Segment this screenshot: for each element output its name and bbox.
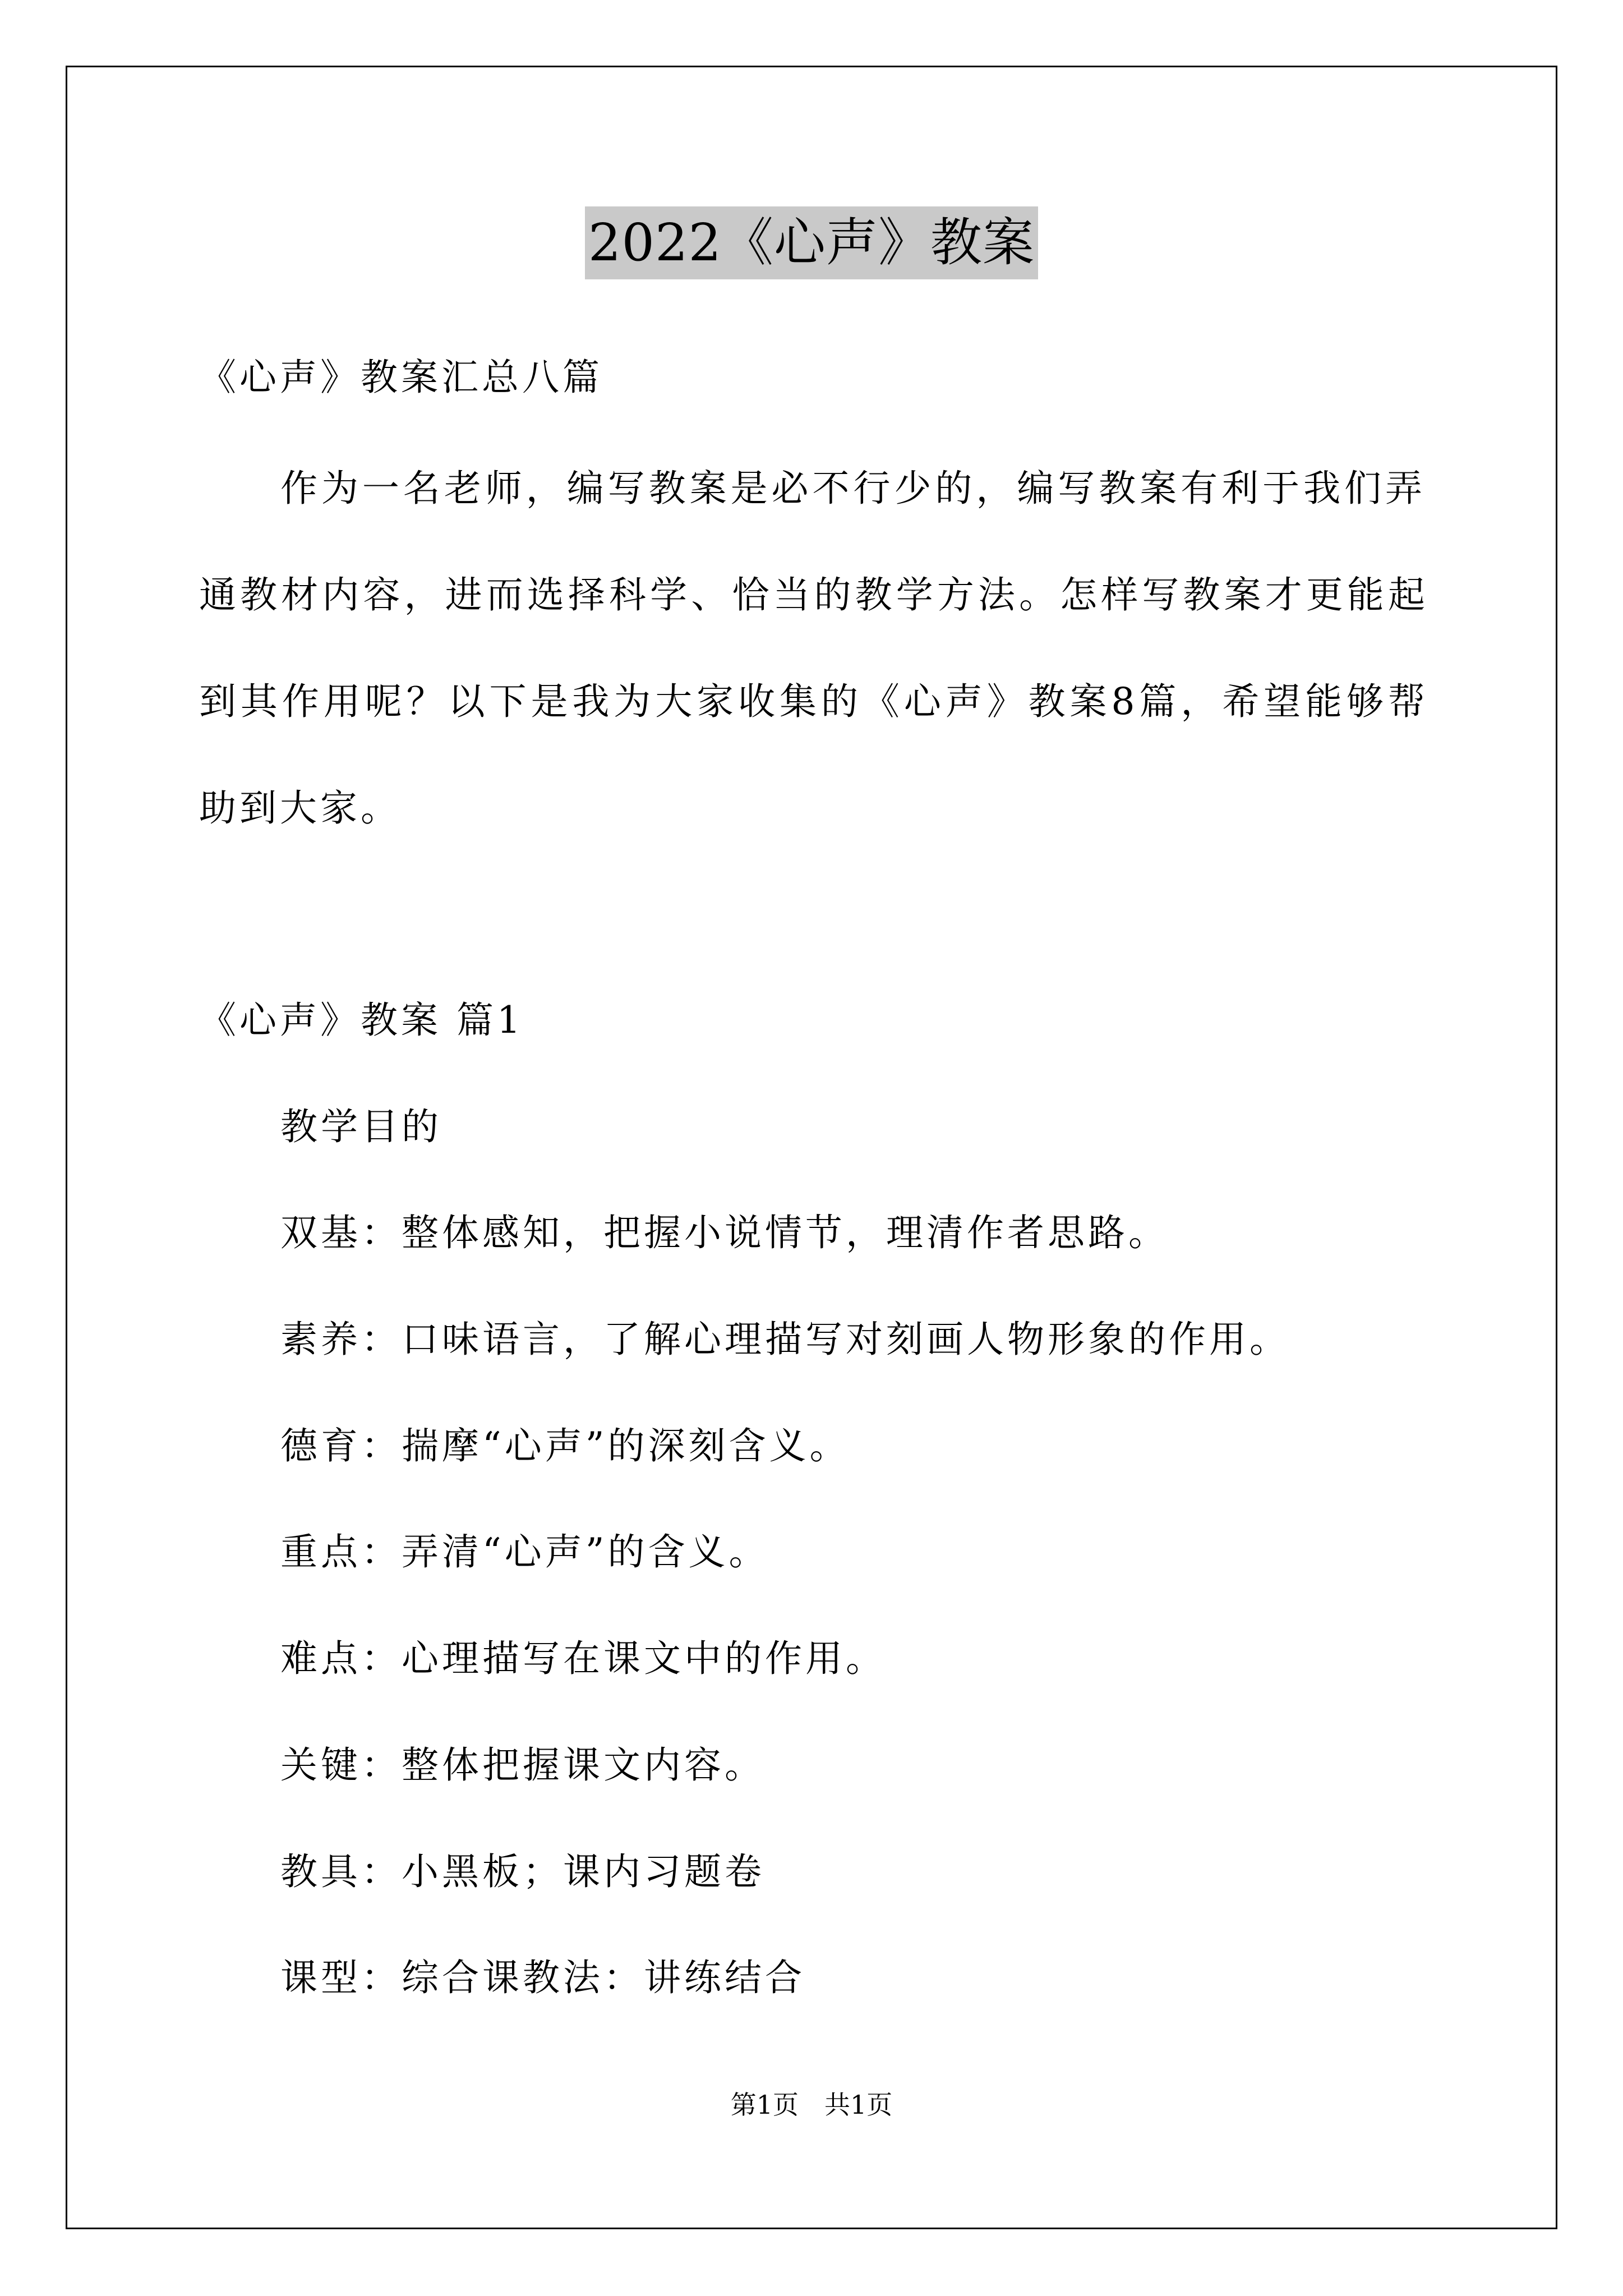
section-line-teaching-aids: 教具：小黑板；课内习题卷 xyxy=(280,1850,765,1893)
title-container xyxy=(0,206,1623,279)
intro-line-1: 作为一名老师，编写教案是必不行少的，编写教案有利于我们弄 xyxy=(280,467,1424,510)
section-line-difficulty: 难点：心理描写在课文中的作用。 xyxy=(280,1637,886,1680)
section-line-moral: 德育：揣摩“心声”的深刻含义。 xyxy=(280,1424,850,1467)
document-title: 2022《心声》教案 xyxy=(585,206,1038,279)
section-line-crux: 关键：整体把握课文内容。 xyxy=(280,1743,765,1787)
intro-line-2: 通教材内容，进而选择科学、恰当的教学方法。怎样写教案才更能起 xyxy=(199,573,1427,616)
section-heading: 《心声》教案 篇1 xyxy=(199,999,524,1042)
section-line-basics: 双基：整体感知，把握小说情节，理清作者思路。 xyxy=(280,1211,1169,1254)
section-line-literacy: 素养：口味语言，了解心理描写对刻画人物形象的作用。 xyxy=(280,1318,1290,1361)
page-footer: 第1页 共1页 xyxy=(730,2090,893,2120)
intro-line-3: 到其作用呢？以下是我为大家收集的《心声》教案8篇，希望能够帮 xyxy=(199,680,1427,723)
document-subtitle: 《心声》教案汇总八篇 xyxy=(199,356,603,399)
intro-line-4: 助到大家。 xyxy=(199,786,401,830)
section-line-objectives: 教学目的 xyxy=(280,1105,442,1148)
section-line-lesson-type: 课型：综合课教法：讲练结合 xyxy=(280,1956,805,1999)
section-line-key-point: 重点：弄清“心声”的含义。 xyxy=(280,1530,769,1573)
